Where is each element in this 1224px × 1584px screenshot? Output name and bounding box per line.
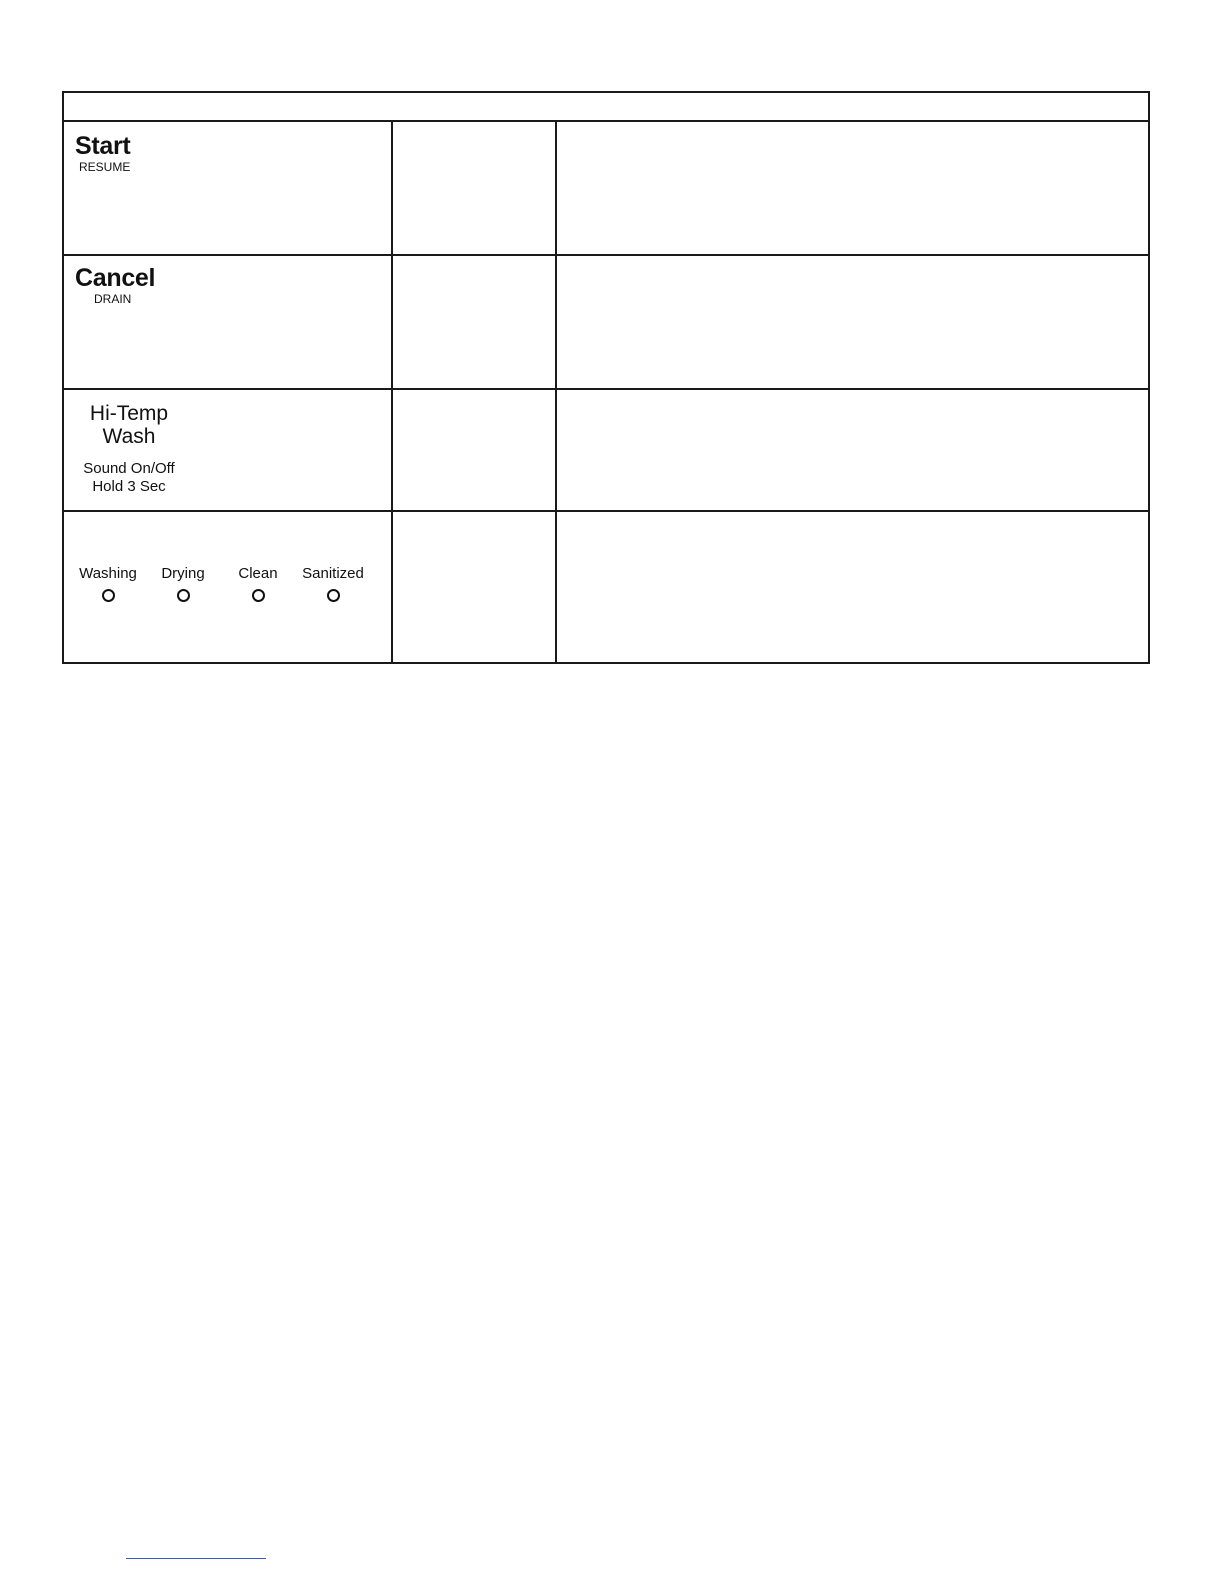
washing-indicator-icon [102,589,115,602]
mid-cell-status [393,512,557,664]
status-label-clean: Clean [238,565,278,582]
sound-toggle-hint [74,460,184,496]
drying-indicator-icon [177,589,190,602]
status-washing [68,565,148,602]
status-sanitized [293,565,373,602]
control-cell-status [64,512,393,664]
table-row-cancel [64,256,1148,390]
hi-temp-label: Hi-Temp [89,402,169,425]
clean-indicator-icon [252,589,265,602]
status-label-drying: Drying [161,565,205,582]
hi-temp-wash-button[interactable] [74,402,184,448]
cancel-button-label[interactable]: Cancel [75,264,156,292]
table-row-hi-temp [64,390,1148,512]
sanitized-indicator-icon [327,589,340,602]
table-row-start [64,122,1148,256]
control-cell-start [64,122,393,254]
description-cell-hi-temp [557,390,1148,510]
mid-cell-start [393,122,557,254]
status-clean [218,565,298,602]
wash-label: Wash [102,425,156,448]
footer-link-underline[interactable] [126,1558,266,1559]
control-cell-hi-temp [64,390,393,510]
table-header-row [64,93,1148,122]
status-label-sanitized: Sanitized [302,565,364,582]
hold-3-sec-label: Hold 3 Sec [92,478,166,495]
mid-cell-cancel [393,256,557,388]
start-button-label[interactable]: Start [75,132,131,160]
sound-on-off-label: Sound On/Off [83,460,175,477]
table-row-status [64,512,1148,664]
status-drying [143,565,223,602]
description-cell-status [557,512,1148,664]
description-cell-start [557,122,1148,254]
mid-cell-hi-temp [393,390,557,510]
status-label-washing: Washing [79,565,137,582]
resume-sub-label: RESUME [79,160,131,174]
control-panel-table [62,91,1150,664]
drain-sub-label: DRAIN [94,292,132,306]
description-cell-cancel [557,256,1148,388]
control-cell-cancel [64,256,393,388]
